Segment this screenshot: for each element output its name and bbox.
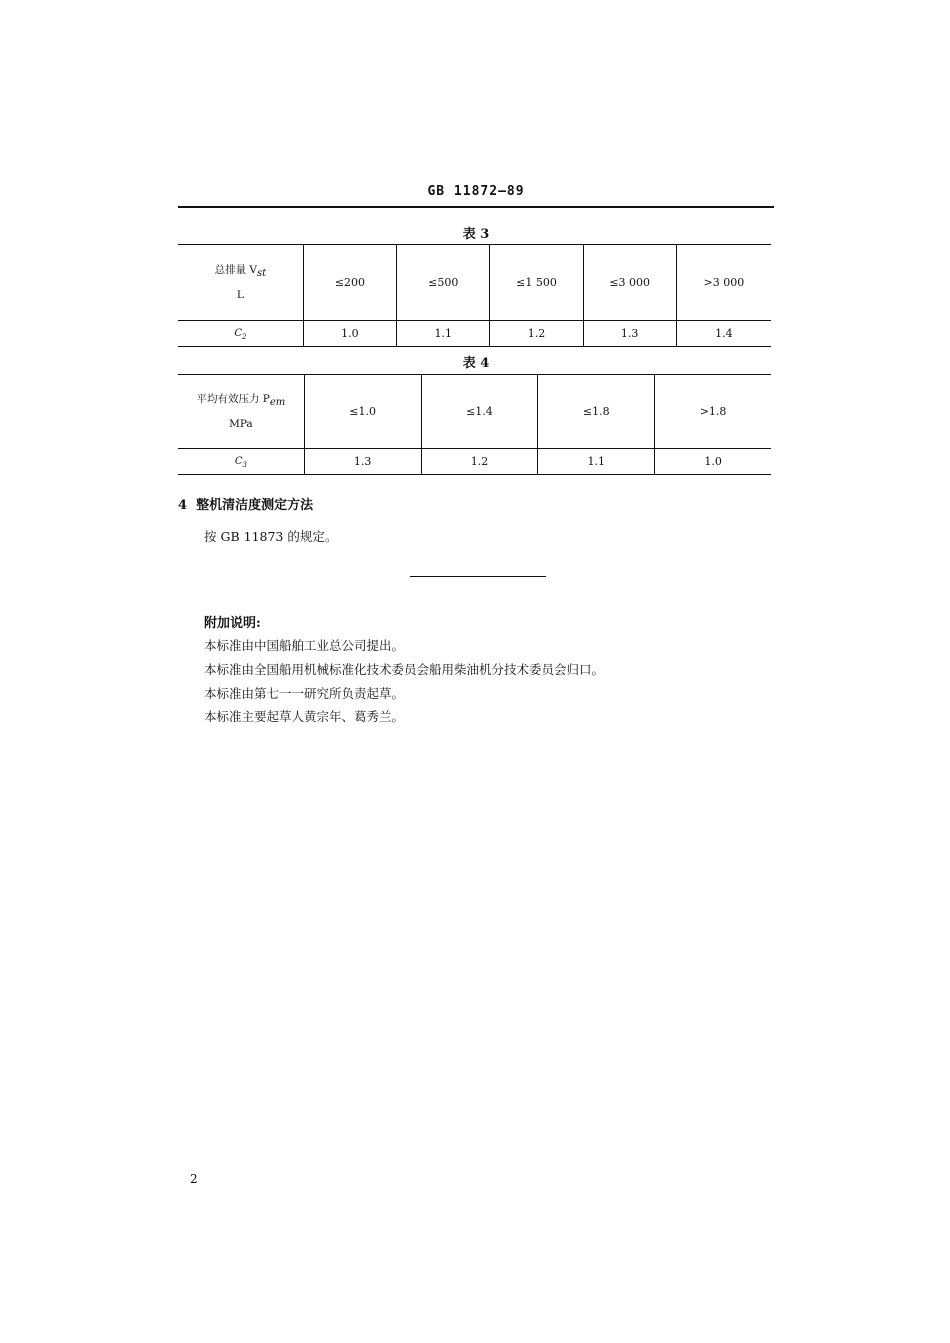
- table4-header-unit: MPa: [229, 417, 253, 430]
- table4-value: 1.1: [538, 449, 655, 475]
- table4-col: ≤1.4: [421, 375, 538, 449]
- table3-coef-label: $C_2$: [234, 327, 247, 342]
- section-body: 按 GB 11873 的规定。: [204, 529, 338, 544]
- table4-header-sub: em: [269, 397, 286, 409]
- table3-row-header: [178, 245, 303, 321]
- notes-title: 附加说明:: [204, 616, 261, 631]
- table4-row-header: [178, 375, 304, 449]
- table3-col: ≤200: [303, 245, 396, 321]
- table4-value: 1.0: [655, 449, 771, 475]
- table3-col: >3 000: [676, 245, 771, 321]
- table4-value: 1.2: [421, 449, 538, 475]
- note-line: 本标准主要起草人黄宗年、葛秀兰。: [204, 709, 405, 724]
- table4: [178, 374, 771, 475]
- table3-value: 1.0: [303, 321, 396, 347]
- table4-caption: 表 4: [462, 356, 490, 371]
- note-line: 本标准由中国船舶工业总公司提出。: [204, 638, 405, 653]
- section-heading: 4 整机清洁度测定方法: [178, 498, 314, 513]
- table4-header-label: 平均有效压力 P: [196, 393, 270, 406]
- table3-col: ≤1 500: [490, 245, 583, 321]
- note-line: 本标准由全国船用机械标准化技术委员会船用柴油机分技术委员会归口。: [204, 662, 605, 677]
- table4-col: >1.8: [655, 375, 771, 449]
- table3-header-sub: st: [257, 268, 267, 280]
- table4-col: ≤1.8: [538, 375, 655, 449]
- table3-value: 1.3: [583, 321, 676, 347]
- table4-value: 1.3: [304, 449, 421, 475]
- table3-caption: 表 3: [462, 227, 490, 242]
- table4-col: ≤1.0: [304, 375, 421, 449]
- separator-line: [410, 576, 546, 577]
- table3-value: 1.1: [397, 321, 490, 347]
- table4-coef-label: $C_3$: [234, 455, 247, 470]
- table3-value: 1.4: [676, 321, 771, 347]
- table3: [178, 244, 771, 347]
- table3-col: ≤500: [397, 245, 490, 321]
- note-line: 本标准由第七一一研究所负责起草。: [204, 686, 405, 701]
- table3-header-label: 总排量 V: [214, 264, 258, 277]
- table3-header-unit: L: [236, 288, 244, 301]
- table3-col: ≤3 000: [583, 245, 676, 321]
- header-rule: [178, 206, 774, 208]
- standard-code-header: GB 11872—89: [427, 184, 525, 199]
- table3-value: 1.2: [490, 321, 583, 347]
- page-number: 2: [190, 1172, 198, 1186]
